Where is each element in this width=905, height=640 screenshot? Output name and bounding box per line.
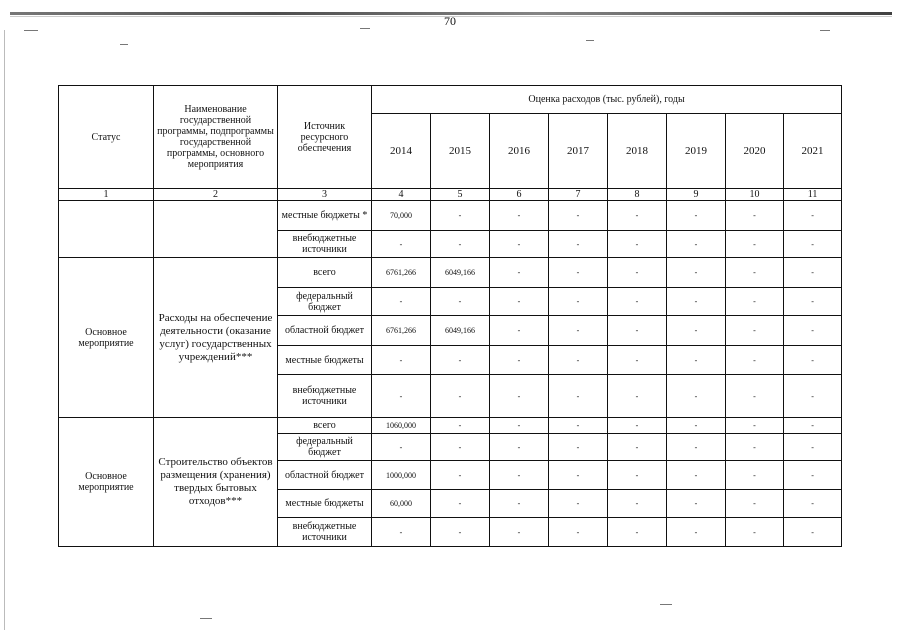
value-cell: - [784,418,842,434]
value-cell: - [726,518,784,547]
index-cell: 7 [549,189,608,201]
value-cell: - [784,231,842,258]
value-cell: - [490,518,549,547]
value-cell: - [667,231,726,258]
value-cell: - [431,418,490,434]
value-cell: - [784,288,842,316]
value-cell: - [549,434,608,461]
index-cell: 2 [154,189,278,201]
value-cell: - [372,434,431,461]
value-cell: 6049,166 [431,316,490,346]
scan-speck [24,30,38,31]
year-2018: 2018 [608,114,667,189]
index-cell: 10 [726,189,784,201]
value-cell: - [784,258,842,288]
value-cell: - [784,461,842,490]
value-cell: - [549,258,608,288]
value-cell: - [372,231,431,258]
scan-speck [820,30,830,31]
index-cell: 8 [608,189,667,201]
value-cell: - [549,288,608,316]
scan-speck [660,604,672,605]
value-cell: - [490,346,549,375]
value-cell: - [608,434,667,461]
value-cell: - [726,316,784,346]
value-cell: - [608,201,667,231]
value-cell: - [608,288,667,316]
value-cell: - [490,418,549,434]
value-cell: 6049,166 [431,258,490,288]
value-cell: - [608,461,667,490]
value-cell: - [667,434,726,461]
source-cell: федеральный бюджет [278,288,372,316]
header-row [59,86,842,114]
year-2015: 2015 [431,114,490,189]
value-cell: - [490,231,549,258]
expenses-table [58,85,842,547]
header-name: Наименование государственной программы, подпрограммы государственной программы, основного мероприятия [154,86,278,189]
value-cell: - [784,346,842,375]
value-cell: - [549,418,608,434]
value-cell: - [490,316,549,346]
value-cell: - [608,316,667,346]
page-number: 70 [444,14,456,28]
scan-speck [120,44,128,45]
year-2021: 2021 [784,114,842,189]
value-cell: - [608,346,667,375]
value-cell: - [667,490,726,518]
index-cell: 9 [667,189,726,201]
scan-left-edge [4,30,5,630]
source-cell: областной бюджет [278,316,372,346]
value-cell: - [372,518,431,547]
value-cell: - [726,231,784,258]
value-cell: - [726,258,784,288]
index-cell: 11 [784,189,842,201]
index-cell: 3 [278,189,372,201]
value-cell: - [667,461,726,490]
value-cell: - [726,461,784,490]
value-cell: - [431,461,490,490]
header-source: Источник ресурсного обеспечения [278,86,372,189]
value-cell: - [431,518,490,547]
value-cell: - [431,346,490,375]
value-cell: - [726,418,784,434]
value-cell: - [431,375,490,418]
index-cell: 1 [59,189,154,201]
value-cell: 60,000 [372,490,431,518]
index-row [59,189,842,201]
value-cell: - [431,434,490,461]
value-cell: - [784,434,842,461]
value-cell: - [372,375,431,418]
source-cell: областной бюджет [278,461,372,490]
value-cell: - [667,201,726,231]
value-cell: - [549,375,608,418]
value-cell: - [667,346,726,375]
value-cell: - [608,231,667,258]
status-cell [59,201,154,258]
value-cell: - [667,418,726,434]
name-cell: Расходы на обеспечение деятельности (оказание услуг) государственных учреждений*** [154,258,278,418]
index-cell: 6 [490,189,549,201]
value-cell: - [726,346,784,375]
status-cell: Основное мероприятие [59,258,154,418]
value-cell: - [431,231,490,258]
value-cell: - [608,258,667,288]
year-2017: 2017 [549,114,608,189]
value-cell: - [784,201,842,231]
source-cell: внебюджетные источники [278,231,372,258]
value-cell: - [667,375,726,418]
value-cell: - [784,490,842,518]
value-cell: 1060,000 [372,418,431,434]
source-cell: внебюджетные источники [278,375,372,418]
value-cell: - [726,434,784,461]
name-cell: Строительство объектов размещения (хранения) твердых бытовых отходов*** [154,418,278,547]
source-cell: внебюджетные источники [278,518,372,547]
value-cell: - [726,490,784,518]
status-cell: Основное мероприятие [59,418,154,547]
value-cell: - [490,201,549,231]
year-2020: 2020 [726,114,784,189]
value-cell: - [549,346,608,375]
value-cell: - [726,375,784,418]
value-cell: 6761,266 [372,258,431,288]
value-cell: 1000,000 [372,461,431,490]
value-cell: - [549,518,608,547]
table-row [59,418,842,434]
value-cell: - [549,490,608,518]
value-cell: - [549,231,608,258]
value-cell: - [490,258,549,288]
scan-speck [200,618,212,619]
table-row [59,201,842,231]
value-cell: - [431,490,490,518]
value-cell: - [667,316,726,346]
year-2019: 2019 [667,114,726,189]
value-cell: - [549,461,608,490]
value-cell: - [490,461,549,490]
year-2014: 2014 [372,114,431,189]
index-cell: 4 [372,189,431,201]
scan-speck [360,28,370,29]
value-cell: - [372,346,431,375]
value-cell: - [608,490,667,518]
value-cell: - [372,288,431,316]
value-cell: - [608,418,667,434]
name-cell [154,201,278,258]
value-cell: - [549,201,608,231]
value-cell: - [490,490,549,518]
value-cell: - [667,288,726,316]
value-cell: - [608,518,667,547]
source-cell: федеральный бюджет [278,434,372,461]
value-cell: 6761,266 [372,316,431,346]
value-cell: - [549,316,608,346]
value-cell: - [726,288,784,316]
value-cell: - [490,375,549,418]
source-cell: местные бюджеты [278,490,372,518]
value-cell: - [784,316,842,346]
value-cell: - [784,518,842,547]
value-cell: - [608,375,667,418]
index-cell: 5 [431,189,490,201]
source-cell: местные бюджеты * [278,201,372,231]
value-cell: - [490,288,549,316]
value-cell: - [431,288,490,316]
source-cell: всего [278,258,372,288]
header-status: Статус [59,86,154,189]
year-2016: 2016 [490,114,549,189]
value-cell: - [726,201,784,231]
header-estimate: Оценка расходов (тыс. рублей), годы [372,86,842,114]
table-row [59,258,842,288]
value-cell: - [490,434,549,461]
source-cell: всего [278,418,372,434]
source-cell: местные бюджеты [278,346,372,375]
value-cell: - [784,375,842,418]
scan-speck [586,40,594,41]
value-cell: - [431,201,490,231]
value-cell: - [667,258,726,288]
value-cell: 70,000 [372,201,431,231]
value-cell: - [667,518,726,547]
